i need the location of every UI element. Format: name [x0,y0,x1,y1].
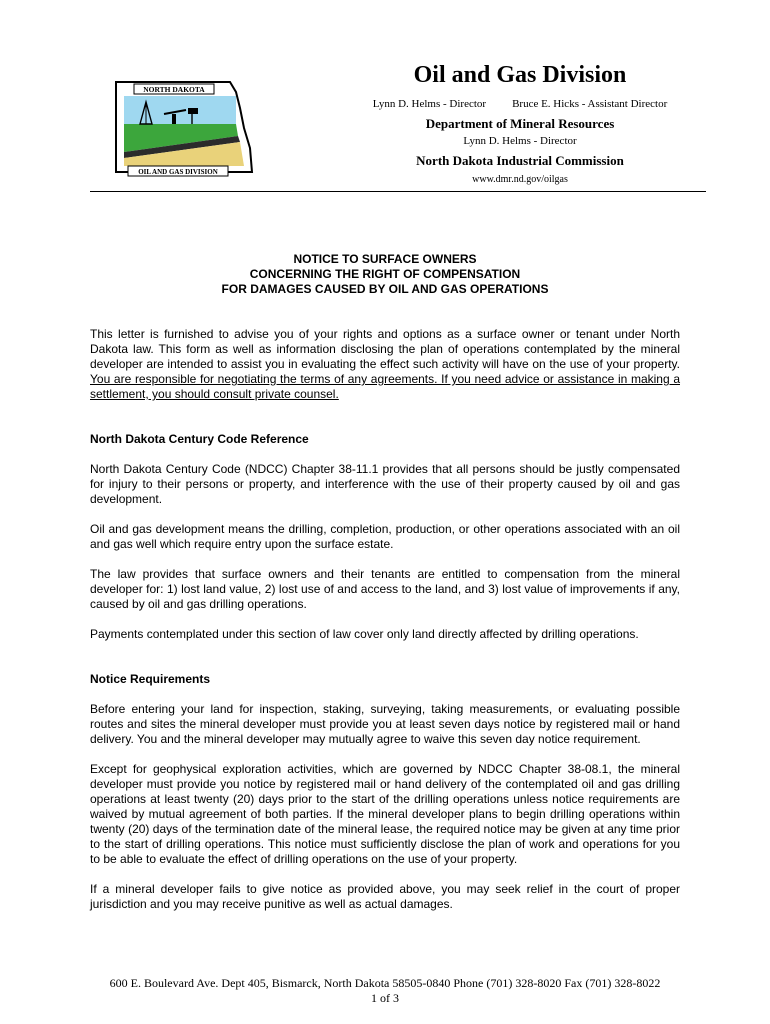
logo-top-label: NORTH DAKOTA [143,85,205,94]
paragraph-ndcc: North Dakota Century Code (NDCC) Chapter 38-11.1 provides that all persons should be justly compensated for injury to their persons or property, and interference with the use of their property caused by oil and gas development. [90,462,680,506]
paragraph-before: Before entering your land for inspection, staking, surveying, taking measurements, or evaluating possible routes and sites the mineral developer must provide you at least seven days notice by registered mail or hand delivery. You and the mineral developer may mutually agree to waive this seven day notice requirement. [90,702,680,746]
paragraph-payments: Payments contemplated under this section of law cover only land directly affected by drilling operations. [90,627,639,641]
commission-name: North Dakota Industrial Commission [416,153,624,168]
footer-address: 600 E. Boulevard Ave. Dept 405, Bismarck, North Dakota 58505-0840 Phone (701) 328-8020 Fax (701) 328-8022 [109,976,661,990]
paragraph-except: Except for geophysical exploration activities, which are governed by NDCC Chapter 38-08.1, the mineral developer must provide you notice by registered mail or hand delivery of the contemplated oil and gas drilling operations at least twenty (20) days prior to the start of the drilling operations unless notice requirements are waived by mutual agreement of both parties. If the mineral developer plans to begin drilling operations within twenty (20) days of the termination date of the mineral lease, the required notice may be given at any time prior to the start of drilling operations. This notice must sufficiently disclose the plan of work and operations for you to be able to evaluate the effect of drilling operations on the use of your property. [90,762,680,866]
notice-title [90,252,680,297]
website-link[interactable]: www.dmr.nd.gov/oilgas [472,174,568,185]
title-line-3: FOR DAMAGES CAUSED BY OIL AND GAS OPERATIONS [221,282,549,296]
logo-bottom-label: OIL AND GAS DIVISION [138,168,218,176]
page-footer [90,976,680,1006]
notice-body [90,327,680,927]
paragraph-fails: If a mineral developer fails to give notice as provided above, you may seek relief in the court of proper jurisdiction and you may receive punitive as well as actual damages. [90,882,680,911]
intro-text: This letter is furnished to advise you of your rights and options as a surface owner or tenant under North Dakota law. This form as well as information disclosing the plan of operations contemplated by the mineral developer are intended to assist you in evaluating the effect such activity will have on the use of your property. [90,327,680,371]
header-divider [90,191,706,192]
paragraph-development: Oil and gas development means the drilling, completion, production, or other operations associated with an oil and gas well which require entry upon the surface estate. [90,522,680,551]
department-director: Lynn D. Helms - Director [463,135,577,147]
title-line-2: CONCERNING THE RIGHT OF COMPENSATION [249,267,521,281]
directors-line [330,98,710,110]
intro-underlined-text: You are responsible for negotiating the terms of any agreements. If you need advice or assistance in making a settlement, you should consult private counsel. [90,372,680,401]
page-number: 1 of 3 [371,991,399,1005]
heading-century-code: North Dakota Century Code Reference [90,432,309,446]
division-title: Oil and Gas Division [413,62,627,88]
heading-notice-requirements: Notice Requirements [90,672,211,686]
north-dakota-logo [110,78,258,180]
department-name: Department of Mineral Resources [425,116,615,131]
intro-paragraph [90,327,680,402]
title-line-1: NOTICE TO SURFACE OWNERS [293,252,477,266]
assistant-director-name: Bruce E. Hicks - Assistant Director [512,98,668,110]
paragraph-law: The law provides that surface owners and their tenants are entitled to compensation from the mineral developer for: 1) lost land value, 2) lost use of and access to the land, and 3) lost value of improvements if any, caused by oil and gas drilling operations. [90,567,680,611]
director-name: Lynn D. Helms - Director [372,98,487,110]
